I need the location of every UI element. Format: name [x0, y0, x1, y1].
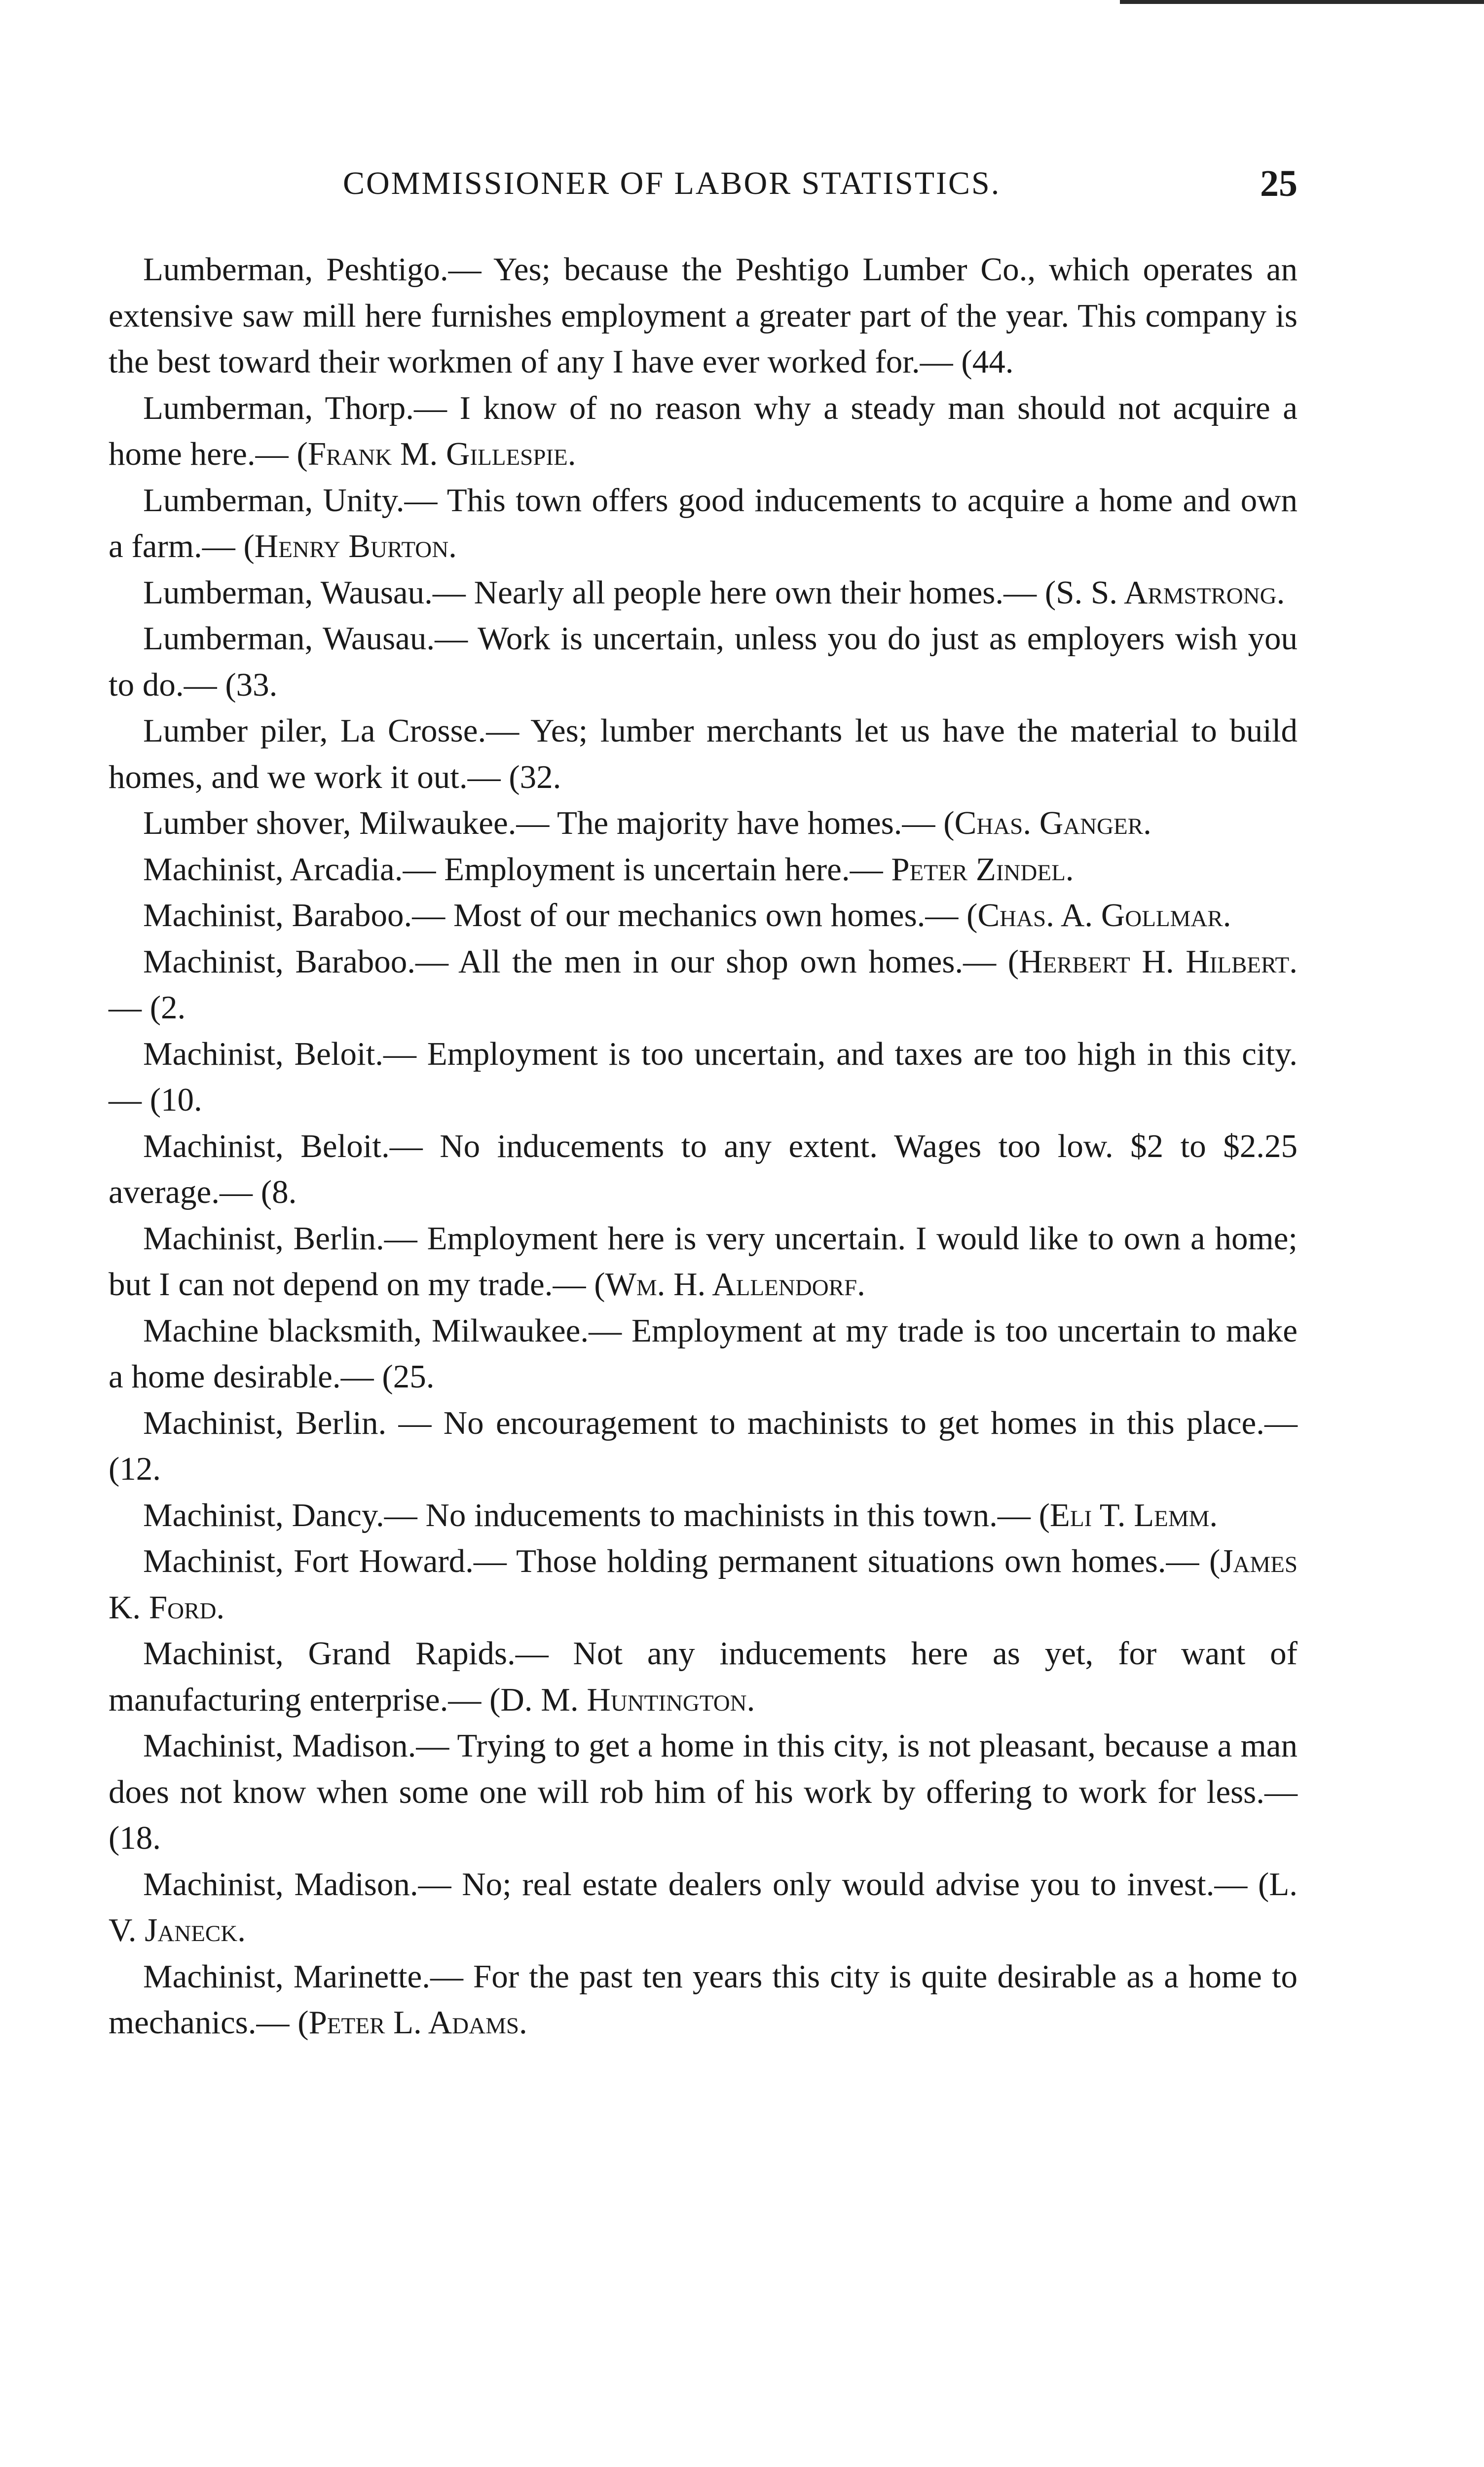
testimony-entry: [109, 939, 1298, 1031]
entry-text: Lumberman, Unity.— This town offers good inducements to acquire a home and own a farm.— (: [109, 482, 1298, 564]
entry-name: Herbert H. Hilbert. — (2.: [109, 943, 1298, 1026]
entry-text: Machinist, Berlin. — No encouragement to machinists to get homes in this place.— (12.: [109, 1404, 1298, 1487]
entry-text: Machinist, Beloit.— Employment is too uncertain, and taxes are too high in this city.— (10.: [109, 1035, 1298, 1118]
entry-name: D. M. Huntington.: [500, 1681, 755, 1718]
entry-text: Lumber piler, La Crosse.— Yes; lumber merchants let us have the material to build homes, and we work it out.— (32.: [109, 712, 1298, 795]
entry-text: Lumber shover, Milwaukee.— The majority have homes.— (: [143, 805, 955, 841]
entry-text: Machinist, Dancy.— No inducements to machinists in this town.— (: [143, 1496, 1050, 1533]
entry-name: Wm. H. Allendorf.: [605, 1266, 865, 1303]
testimony-entry: [109, 1723, 1298, 1862]
entry-name: Peter Zindel.: [891, 851, 1074, 888]
testimony-entry: [109, 1031, 1298, 1123]
testimony-entry: [109, 1400, 1298, 1493]
top-edge-rule: [1120, 0, 1484, 4]
entry-name: James K. Ford.: [109, 1543, 1298, 1626]
entry-text: Machinist, Madison.— Trying to get a home in this city, is not pleasant, because a man does not know when some one will rob him of his work by offering to work for less.— (18.: [109, 1727, 1298, 1856]
entry-name: S. S. Armstrong.: [1056, 574, 1285, 611]
entry-text: Lumberman, Wausau.— Work is uncertain, unless you do just as employers wish you to do.— (33.: [109, 620, 1298, 703]
testimony-entry: [109, 1216, 1298, 1308]
entry-text: Machinist, Baraboo.— All the men in our shop own homes.— (: [143, 943, 1019, 980]
testimony-entry: [109, 1631, 1298, 1723]
entry-name: Eli T. Lemm.: [1049, 1496, 1218, 1533]
entry-name: Frank M. Gillespie.: [307, 436, 576, 472]
entry-text: Machinist, Berlin.— Employment here is very uncertain. I would like to own a home; but I can not depend on my trade.— (: [109, 1220, 1298, 1303]
entry-name: Henry Burton.: [254, 528, 457, 564]
entry-text: Machinist, Marinette.— For the past ten years this city is quite desirable as a home to mechanics.— (: [109, 1958, 1298, 2041]
entry-text: Machinist, Baraboo.— Most of our mechanics own homes.— (: [143, 897, 978, 934]
entry-text: Machinist, Beloit.— No inducements to any extent. Wages too low. $2 to $2.25 average.— (8.: [109, 1127, 1298, 1210]
testimony-entry: [109, 1538, 1298, 1631]
testimony-entries: [109, 247, 1298, 2046]
testimony-entry: [109, 385, 1298, 478]
entry-text: Machine blacksmith, Milwaukee.— Employment at my trade is too uncertain to make a home desirable.— (25.: [109, 1312, 1298, 1395]
testimony-entry: [109, 1954, 1298, 2046]
testimony-entry: [109, 800, 1298, 847]
testimony-entry: [109, 616, 1298, 708]
entry-text: Machinist, Fort Howard.— Those holding permanent situations own homes.— (: [143, 1543, 1221, 1579]
entry-text: Lumberman, Thorp.— I know of no reason why a steady man should not acquire a home here.— (: [109, 389, 1298, 472]
entry-text: Machinist, Madison.— No; real estate dealers only would advise you to invest.— (: [143, 1866, 1269, 1903]
entry-text: Lumberman, Peshtigo.— Yes; because the Peshtigo Lumber Co., which operates an extensive saw mill here furnishes employment a greater part of the year. This company is the best toward their workmen of any I have ever worked for.— (44.: [109, 251, 1298, 380]
entry-text: Machinist, Arcadia.— Employment is uncertain here.—: [143, 851, 891, 888]
testimony-entry: [109, 847, 1298, 893]
entry-name: Chas. A. Gollmar.: [977, 897, 1231, 934]
entry-text: Machinist, Grand Rapids.— Not any inducements here as yet, for want of manufacturing enterprise.— (: [109, 1635, 1298, 1718]
entry-name: Peter L. Adams.: [308, 2004, 527, 2041]
page-number: 25: [1260, 163, 1298, 204]
testimony-entry: [109, 1308, 1298, 1400]
entry-text: Lumberman, Wausau.— Nearly all people here own their homes.— (: [143, 574, 1056, 611]
testimony-entry: [109, 1862, 1298, 1954]
testimony-entry: [109, 478, 1298, 570]
testimony-entry: [109, 570, 1298, 616]
running-head: [109, 159, 1298, 208]
testimony-entry: [109, 247, 1298, 385]
running-title: COMMISSIONER OF LABOR STATISTICS.: [343, 165, 1001, 201]
testimony-entry: [109, 1123, 1298, 1216]
testimony-entry: [109, 893, 1298, 939]
entry-name: L. V. Janeck.: [109, 1866, 1298, 1948]
testimony-entry: [109, 708, 1298, 800]
entry-name: Chas. Ganger.: [954, 805, 1151, 841]
testimony-entry: [109, 1493, 1298, 1539]
